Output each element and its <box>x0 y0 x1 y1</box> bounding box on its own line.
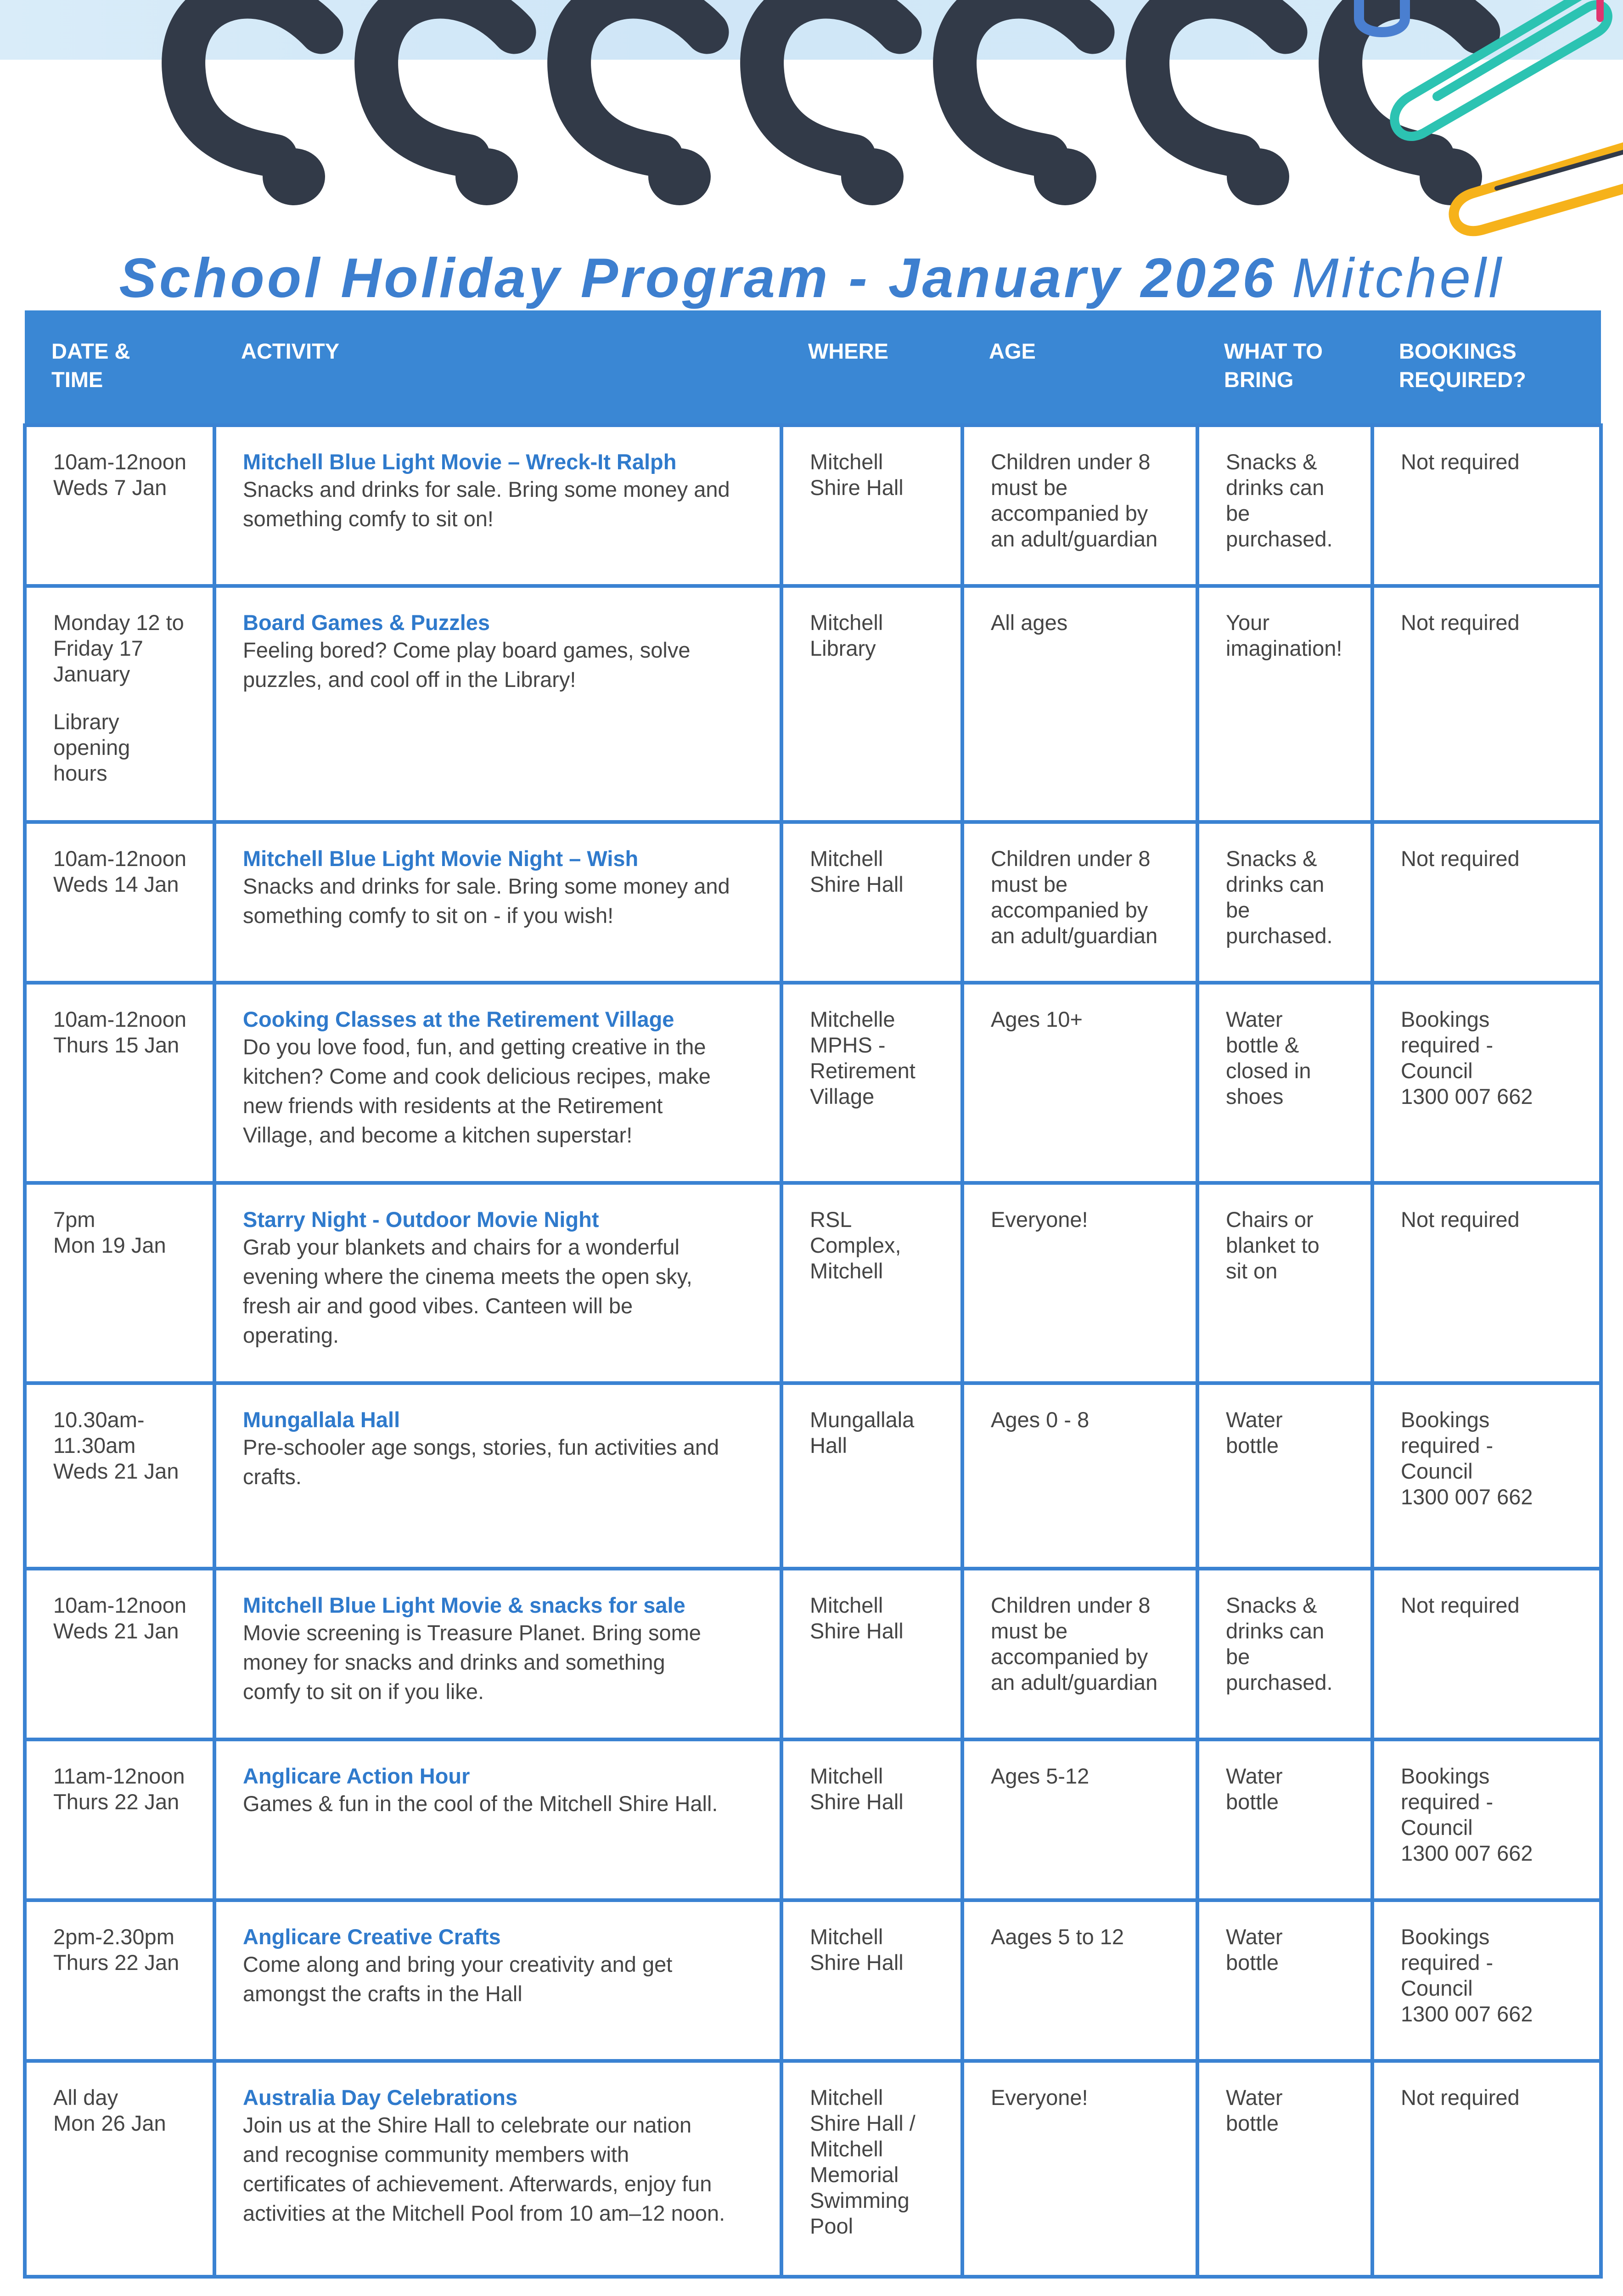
cell-where: Mungallala Hall <box>781 1383 962 1569</box>
cell-date-time: Monday 12 to Friday 17 January Library opening hours <box>25 586 214 822</box>
cell-what-to-bring: Water bottle <box>1197 2061 1372 2277</box>
cell-age: Ages 0 - 8 <box>962 1383 1197 1569</box>
activity-description: Pre-schooler age songs, stories, fun activities and crafts. <box>243 1435 719 1489</box>
cell-age: Children under 8 must be accompanied by an adult/guardian <box>962 425 1197 586</box>
cell-bookings: Not required <box>1372 1183 1601 1383</box>
activity-title: Mitchell Blue Light Movie Night – Wish <box>243 846 639 871</box>
activity-title: Australia Day Celebrations <box>243 2085 518 2110</box>
activity-description: Movie screening is Treasure Planet. Bring some money for snacks and drinks and something comfy to sit on if you like. <box>243 1621 701 1704</box>
header-row <box>25 310 1601 425</box>
activity-description: Snacks and drinks for sale. Bring some money and something comfy to sit on! <box>243 477 730 531</box>
header-age: AGE <box>962 310 1197 425</box>
cell-date-time: 10am-12noon Weds 7 Jan <box>25 425 214 586</box>
activity-title: Anglicare Creative Crafts <box>243 1925 501 1949</box>
activity-title: Mitchell Blue Light Movie & snacks for sale <box>243 1593 685 1617</box>
program-table <box>23 310 1603 2279</box>
cell-activity <box>214 1183 781 1383</box>
cell-age: Everyone! <box>962 1183 1197 1383</box>
cell-bookings: Not required <box>1372 586 1601 822</box>
table-row <box>25 983 1601 1183</box>
cell-activity <box>214 1739 781 1900</box>
cell-what-to-bring: Snacks & drinks can be purchased. <box>1197 822 1372 983</box>
activity-title: Anglicare Action Hour <box>243 1764 470 1788</box>
cell-what-to-bring: Water bottle & closed in shoes <box>1197 983 1372 1183</box>
table-row <box>25 1900 1601 2061</box>
cell-where: RSL Complex, Mitchell <box>781 1183 962 1383</box>
cell-bookings: Not required <box>1372 1569 1601 1739</box>
cell-bookings: Not required <box>1372 2061 1601 2277</box>
cell-what-to-bring: Snacks & drinks can be purchased. <box>1197 1569 1372 1739</box>
cell-date-time: 10am-12noon Thurs 15 Jan <box>25 983 214 1183</box>
activity-description: Games & fun in the cool of the Mitchell Shire Hall. <box>243 1791 718 1816</box>
cell-where: Mitchell Shire Hall / Mitchell Memorial Swimming Pool <box>781 2061 962 2277</box>
header-where: WHERE <box>781 310 962 425</box>
binder-rings-and-paperclips <box>0 0 1623 257</box>
cell-where: Mitchell Shire Hall <box>781 425 962 586</box>
cell-activity <box>214 2061 781 2277</box>
activity-description: Grab your blankets and chairs for a wonderful evening where the cinema meets the open sky, fresh air and good vibes. Canteen will be operating. <box>243 1235 692 1347</box>
cell-age: Ages 10+ <box>962 983 1197 1183</box>
cell-what-to-bring: Your imagination! <box>1197 586 1372 822</box>
activity-description: Do you love food, fun, and getting creative in the kitchen? Come and cook delicious recipes, make new friends with residents at the Retirement Village, and become a kitchen superstar! <box>243 1035 711 1147</box>
table-row <box>25 1383 1601 1569</box>
binder-ring-4 <box>762 0 900 156</box>
table-row <box>25 822 1601 983</box>
cell-age: Aages 5 to 12 <box>962 1900 1197 2061</box>
cell-age: Ages 5-12 <box>962 1739 1197 1900</box>
page-title <box>0 239 1623 317</box>
binder-ring-2 <box>376 0 514 156</box>
activity-description: Snacks and drinks for sale. Bring some money and something comfy to sit on - if you wish! <box>243 874 730 928</box>
table-row <box>25 2061 1601 2277</box>
table-row <box>25 425 1601 586</box>
activity-description: Come along and bring your creativity and get amongst the crafts in the Hall <box>243 1952 673 2006</box>
cell-age: All ages <box>962 586 1197 822</box>
cell-where: Mitchell Shire Hall <box>781 822 962 983</box>
activity-title: Cooking Classes at the Retirement Village <box>243 1007 674 1031</box>
header-bookings: BOOKINGS REQUIRED? <box>1372 310 1601 425</box>
table-row <box>25 1739 1601 1900</box>
cell-activity <box>214 983 781 1183</box>
activity-title: Board Games & Puzzles <box>243 610 490 635</box>
cell-date-time: All day Mon 26 Jan <box>25 2061 214 2277</box>
cell-date-time: 10.30am- 11.30am Weds 21 Jan <box>25 1383 214 1569</box>
cell-activity <box>214 1569 781 1739</box>
activity-title: Mungallala Hall <box>243 1407 400 1432</box>
cell-activity <box>214 822 781 983</box>
cell-activity <box>214 1383 781 1569</box>
cell-what-to-bring: Water bottle <box>1197 1383 1372 1569</box>
cell-age: Everyone! <box>962 2061 1197 2277</box>
cell-bookings: Bookings required - Council 1300 007 662 <box>1372 1900 1601 2061</box>
binder-ring-5 <box>955 0 1093 156</box>
activity-title: Starry Night - Outdoor Movie Night <box>243 1207 599 1232</box>
cell-age: Children under 8 must be accompanied by an adult/guardian <box>962 1569 1197 1739</box>
header-bring: WHAT TO BRING <box>1197 310 1372 425</box>
header-activity: ACTIVITY <box>214 310 781 425</box>
paperclip-dark <box>1497 152 1623 188</box>
cell-date-time: 10am-12noon Weds 14 Jan <box>25 822 214 983</box>
title-place: Mitchell <box>1292 247 1504 309</box>
cell-date-time: 10am-12noon Weds 21 Jan <box>25 1569 214 1739</box>
table-row <box>25 1183 1601 1383</box>
activity-description: Feeling bored? Come play board games, solve puzzles, and cool off in the Library! <box>243 638 691 692</box>
table-row <box>25 1569 1601 1739</box>
cell-activity <box>214 586 781 822</box>
table-row <box>25 586 1601 822</box>
cell-date-time: 7pm Mon 19 Jan <box>25 1183 214 1383</box>
cell-where: Mitchell Shire Hall <box>781 1569 962 1739</box>
cell-what-to-bring: Water bottle <box>1197 1900 1372 2061</box>
cell-age: Children under 8 must be accompanied by an adult/guardian <box>962 822 1197 983</box>
cell-activity <box>214 425 781 586</box>
header-date: DATE & TIME <box>25 310 214 425</box>
cell-where: Mitchell Shire Hall <box>781 1739 962 1900</box>
activity-title: Mitchell Blue Light Movie – Wreck-It Ralph <box>243 450 677 474</box>
title-main: School Holiday Program - January 2026 <box>119 247 1276 309</box>
activity-description: Join us at the Shire Hall to celebrate our nation and recognise community members with certificates of achievement. Afterwards, enjoy fun activities at the Mitchell Pool from 10 am–12 noon. <box>243 2113 725 2225</box>
binder-ring-1 <box>184 0 321 156</box>
cell-date-time: 2pm-2.30pm Thurs 22 Jan <box>25 1900 214 2061</box>
cell-bookings: Not required <box>1372 425 1601 586</box>
cell-what-to-bring: Snacks & drinks can be purchased. <box>1197 425 1372 586</box>
cell-what-to-bring: Water bottle <box>1197 1739 1372 1900</box>
binder-ring-3 <box>569 0 707 156</box>
cell-what-to-bring: Chairs or blanket to sit on <box>1197 1183 1372 1383</box>
cell-where: Mitchelle MPHS - Retirement Village <box>781 983 962 1183</box>
cell-bookings: Bookings required - Council 1300 007 662 <box>1372 1383 1601 1569</box>
cell-date-time: 11am-12noon Thurs 22 Jan <box>25 1739 214 1900</box>
cell-bookings: Bookings required - Council 1300 007 662 <box>1372 983 1601 1183</box>
cell-bookings: Bookings required - Council 1300 007 662 <box>1372 1739 1601 1900</box>
cell-bookings: Not required <box>1372 822 1601 983</box>
cell-where: Mitchell Library <box>781 586 962 822</box>
cell-activity <box>214 1900 781 2061</box>
binder-ring-6 <box>1148 0 1286 156</box>
cell-where: Mitchell Shire Hall <box>781 1900 962 2061</box>
